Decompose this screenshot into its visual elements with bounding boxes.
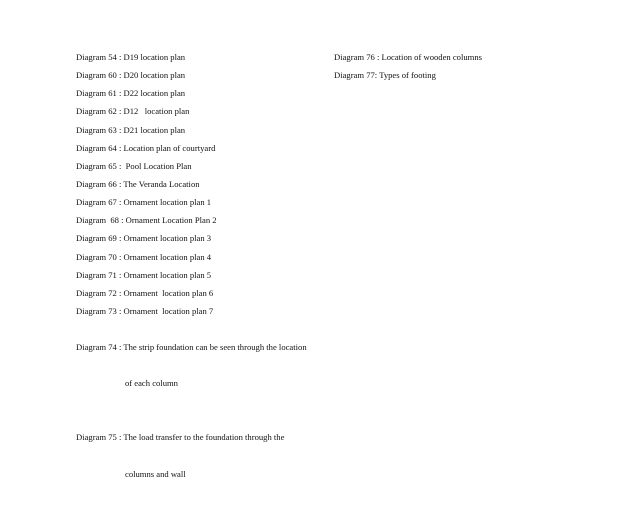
list-item (76, 325, 336, 406)
list-item (76, 234, 336, 243)
list-item (76, 126, 336, 135)
diagram-caption: Diagram 62 : D12 location plan (76, 106, 190, 117)
diagram-caption-continuation: columns and wall (125, 468, 186, 479)
list-item (76, 307, 336, 316)
diagram-caption: Diagram 70 : Ornament location plan 4 (76, 251, 212, 262)
diagram-caption: Diagram 73 : Ornament location plan 7 (76, 305, 214, 316)
list-item (76, 253, 336, 262)
diagram-caption: Diagram 67 : Ornament location plan 1 (76, 197, 212, 208)
diagram-caption: Diagram 65 : Pool Location Plan (76, 160, 192, 171)
list-item (76, 107, 336, 116)
diagram-list-left (76, 53, 336, 506)
list-item (76, 415, 336, 496)
list-item (76, 162, 336, 171)
list-item (76, 289, 336, 298)
diagram-list-right (334, 53, 574, 89)
diagram-caption: Diagram 74 : The strip foundation can be seen through the location (76, 342, 307, 353)
list-item (76, 89, 336, 98)
diagram-caption-continuation: of each column (125, 378, 178, 389)
list-item (334, 53, 574, 62)
diagram-caption: Diagram 60 : D20 location plan (76, 70, 186, 81)
diagram-caption: Diagram 66 : The Veranda Location (76, 178, 200, 189)
list-item (76, 53, 336, 62)
diagram-caption: Diagram 64 : Location plan of courtyard (76, 142, 216, 153)
diagram-caption: Diagram 63 : D21 location plan (76, 124, 186, 135)
list-item (76, 198, 336, 207)
list-item (76, 180, 336, 189)
list-item (76, 271, 336, 280)
diagram-caption: Diagram 71 : Ornament location plan 5 (76, 269, 212, 280)
list-item (76, 144, 336, 153)
list-item (334, 71, 574, 80)
list-item (76, 216, 336, 225)
diagram-caption: Diagram 72 : Ornament location plan 6 (76, 287, 214, 298)
diagram-caption: Diagram 77: Types of footing (334, 70, 436, 81)
diagram-caption: Diagram 75 : The load transfer to the foundation through the (76, 432, 285, 443)
diagram-caption: Diagram 69 : Ornament location plan 3 (76, 233, 212, 244)
diagram-caption: Diagram 76 : Location of wooden columns (334, 52, 482, 62)
diagram-caption: Diagram 61 : D22 location plan (76, 88, 186, 99)
diagram-caption: Diagram 54 : D19 location plan (76, 52, 186, 62)
list-item (76, 71, 336, 80)
diagram-caption: Diagram 68 : Ornament Location Plan 2 (76, 215, 217, 226)
